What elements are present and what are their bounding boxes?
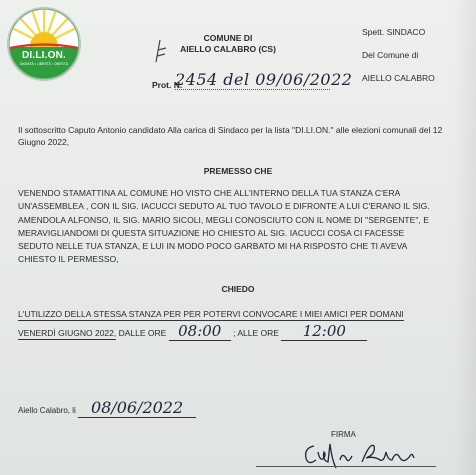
start-time-handwritten: 08:00 (169, 322, 231, 341)
premesso-line: CHIESTO IL PERMESSO, (18, 254, 119, 265)
recipient-line-2: Del Comune di (362, 50, 419, 60)
logo-name: DI.LI.ON. (21, 50, 67, 61)
protocol-label: Prot. N. (152, 80, 183, 90)
recipient-line-1: Spett. SINDACO (362, 27, 426, 37)
premesso-line: SEDUTO NELLE TUA STANZA, E LUI IN MODO POCO GARBATO MI HA RISPOSTO CHE TI AVEVA (18, 241, 408, 252)
place-date (18, 398, 196, 418)
date-handwritten: 08/06/2022 (78, 398, 196, 418)
page-shadow (454, 0, 476, 475)
request-day: VENERDÌ GIUGNO 2022, (18, 328, 117, 338)
firma-label: FIRMA (331, 430, 356, 439)
premesso-line: UN'ASSEMBLEA , CON IL SIG. IACUCCI SEDUTO AL TUO TAVOLO E DIFRONTE A LUI C'ERANO IL SIG. (18, 201, 430, 212)
premesso-line: AMENDOLA ALFONSO, IL SIG. MARIO SICOLI, MEGLI CONOSCIUTO CON IL NOME DI "SERGENTE", E (18, 214, 429, 225)
comune-line2: AIELLO CALABRO (CS) (180, 44, 276, 54)
dalle-label: DALLE ORE (118, 328, 167, 338)
logo-tagline: DIGNITÀ • LIBERTÀ • ONESTÀ (20, 62, 68, 66)
premesso-body (18, 187, 458, 267)
premesso-line: VENENDO STAMATTINA AL COMUNE HO VISTO CHE ALL'INTERNO DELLA TUA STANZA C'ERA (18, 188, 401, 198)
dilion-logo (8, 8, 80, 80)
request-line-2 (18, 322, 367, 341)
comune-line1: COMUNE DI (203, 33, 253, 43)
protocol-handwritten: 2454 del 09/06/2022 (175, 70, 353, 89)
place-label: Aiello Calabro, li (18, 406, 76, 415)
premesso-line: MERAVIGLIANDOMI DI QUESTA SITUAZIONE HO CHIESTO AL SIG. IACUCCI COSA CI FACESSE (18, 227, 405, 238)
recipient-block (362, 27, 435, 96)
alle-label: ; ALLE ORE (233, 328, 279, 338)
intro-paragraph: Il sottoscritto Caputo Antonio candidato Alla carica di Sindaco per la lista "DI.LI.ON." alle elezioni comunali del 12 Giugno 2022, (18, 125, 443, 147)
chiedo-heading: CHIEDO (221, 284, 255, 294)
request-line-1 (18, 309, 404, 319)
signature-line (256, 466, 436, 467)
recipient-line-3: AIELLO CALABRO (362, 73, 435, 83)
request-text: L'UTILIZZO DELLA STESSA STANZA PER PER POTERVI CONVOCARE I MIEI AMICI PER DOMANI (18, 309, 404, 319)
comune-stamp (158, 33, 298, 55)
premesso-heading: PREMESSO CHE (203, 166, 273, 176)
end-time-handwritten: 12:00 (281, 322, 367, 341)
sun-emblem-icon (8, 8, 80, 80)
